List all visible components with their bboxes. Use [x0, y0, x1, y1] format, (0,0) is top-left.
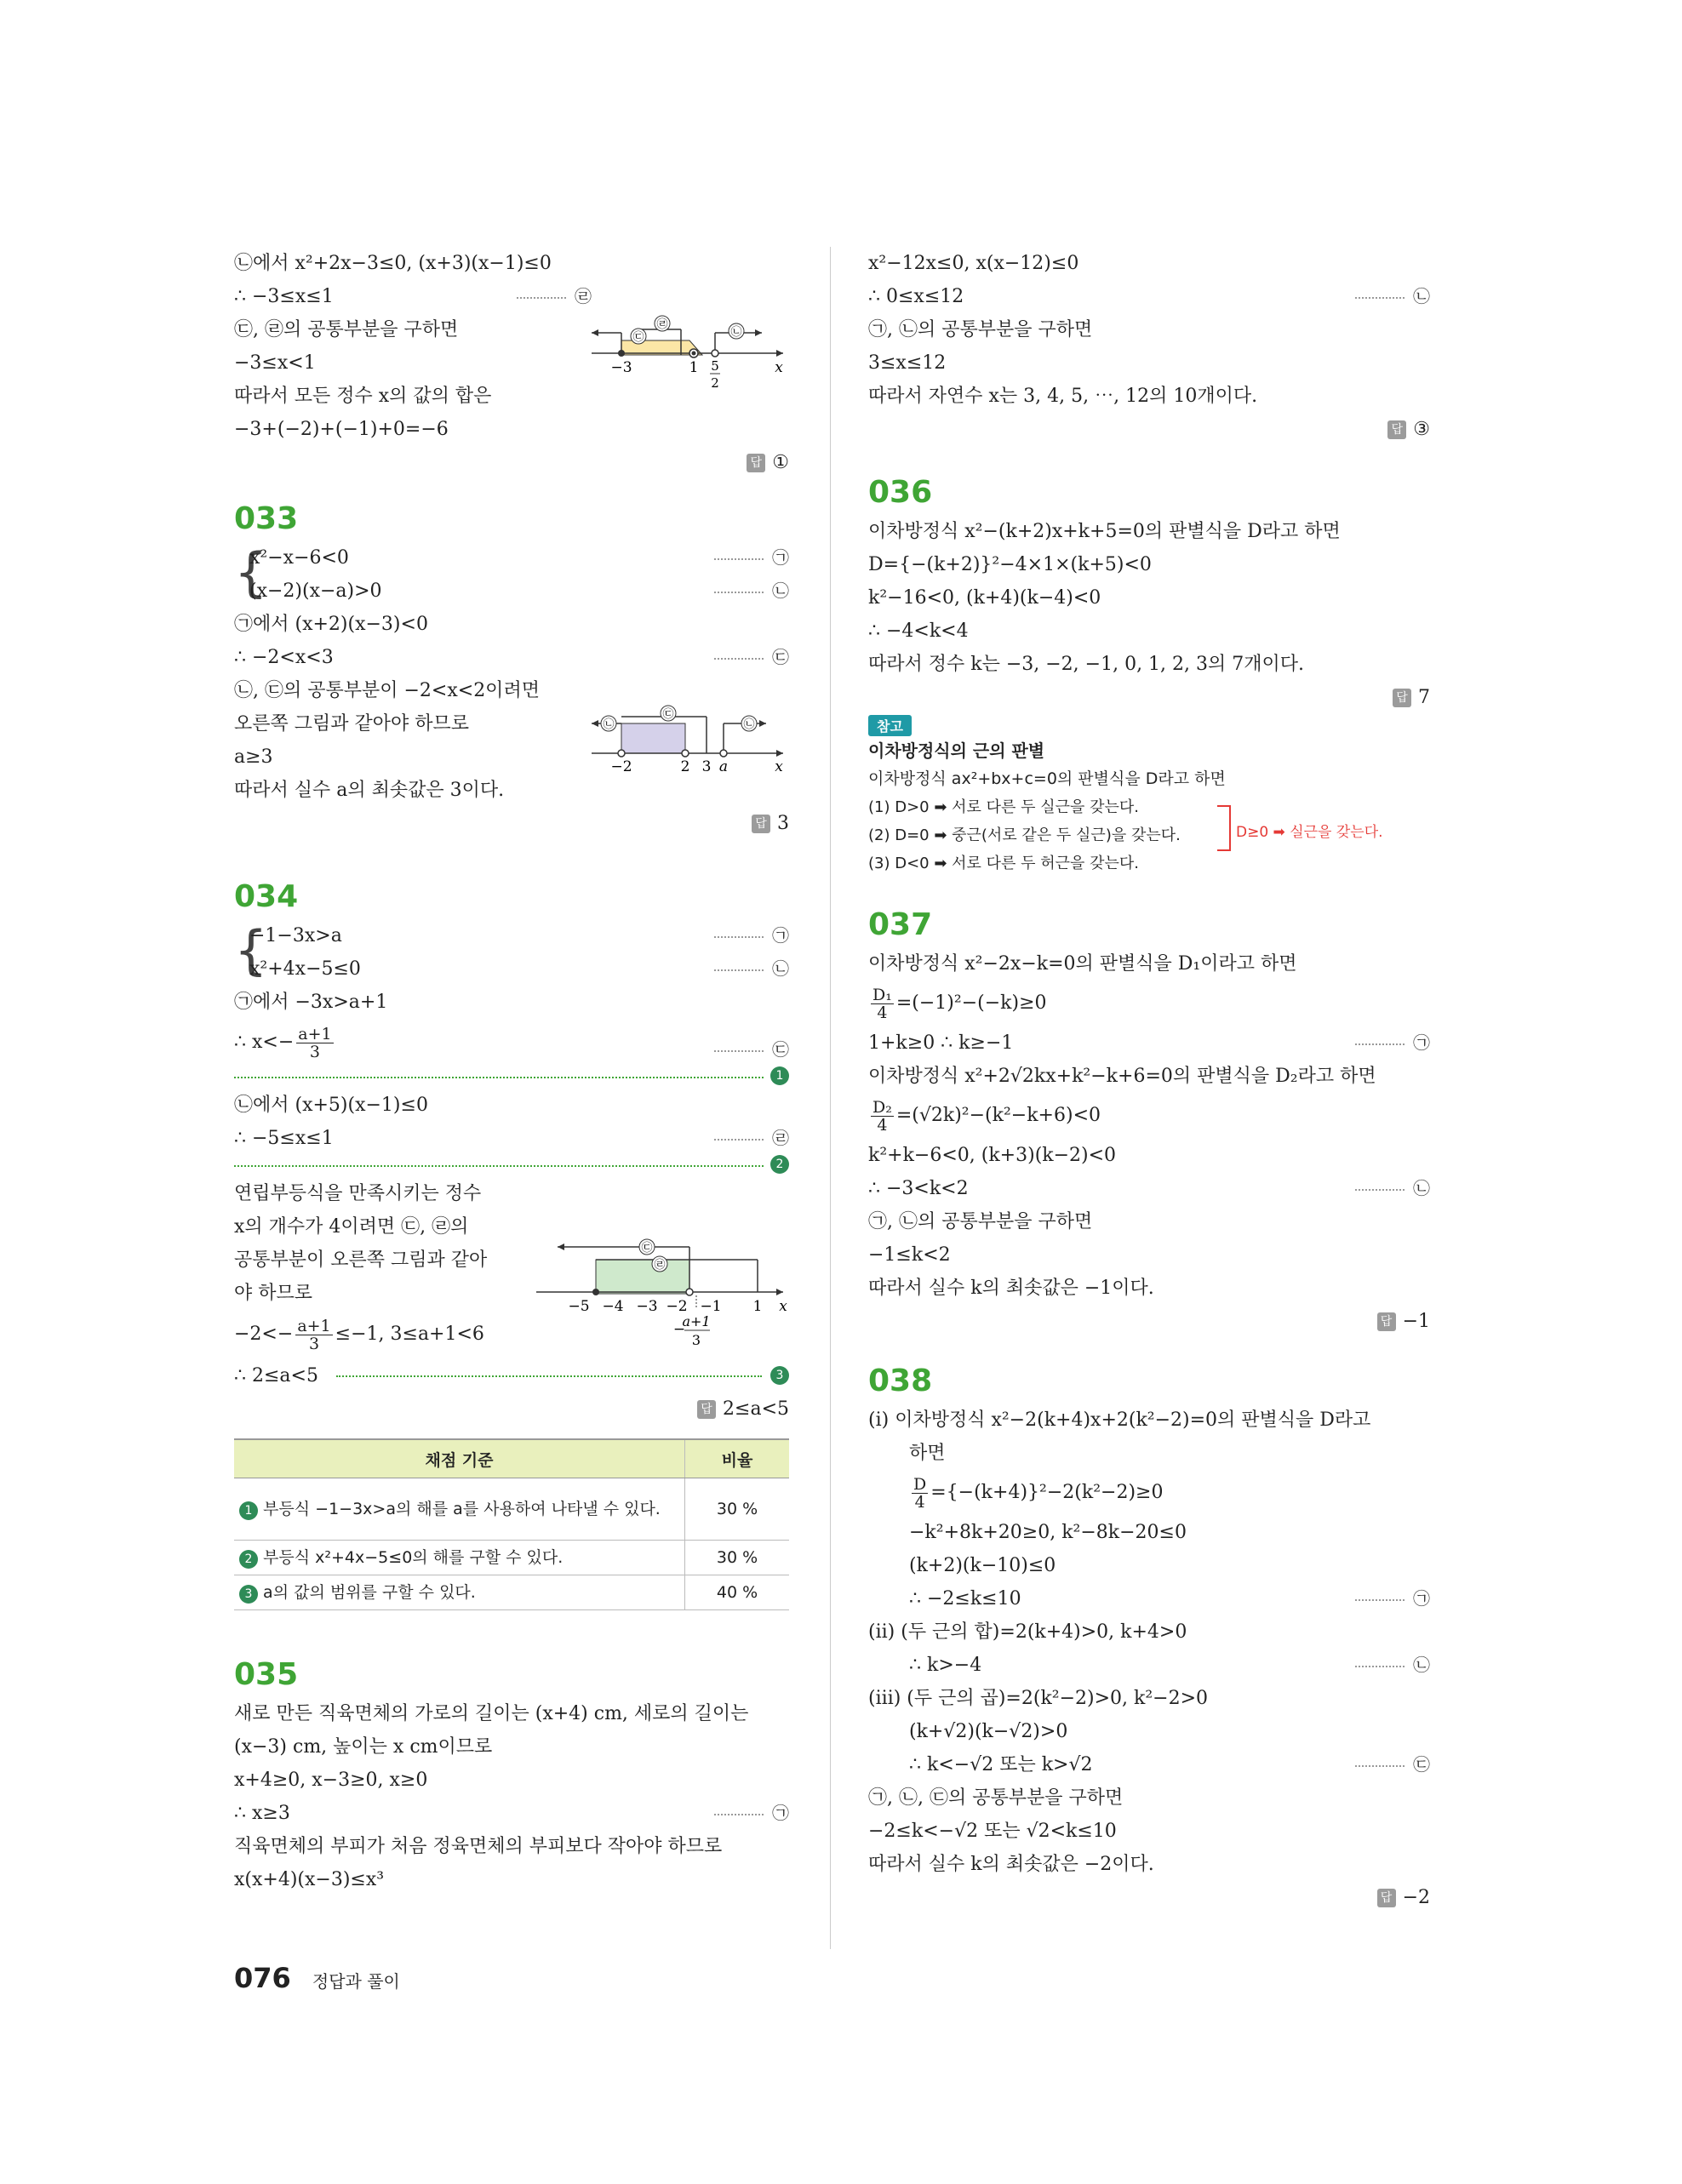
problem-number: 034 — [234, 879, 299, 914]
svg-text:x: x — [779, 1298, 787, 1315]
solution-line: 따라서 실수 k의 최솟값은 −1이다. — [868, 1278, 1154, 1299]
svg-text:㉣: ㉣ — [656, 318, 668, 331]
svg-text:㉡: ㉡ — [743, 718, 755, 731]
answer-icon: 답 — [1377, 1312, 1396, 1331]
p036-solution — [868, 515, 1430, 681]
p034-ineq: −2<− $\frac{a+1}{3}$ ≤−1, 3≤a+1<6 — [234, 1316, 484, 1353]
svg-text:㉡: ㉡ — [730, 326, 742, 339]
solution-line: ㉢, ㉣의 공통부분을 구하면 — [234, 319, 459, 340]
solution-line: (x−3) cm, 높이는 x cm이므로 — [234, 1736, 493, 1758]
reference-tag: 참고 — [868, 715, 912, 736]
svg-text:㉢: ㉢ — [662, 708, 674, 721]
solution-line: ㉡에서 (x+5)(x−1)≤0 — [234, 1095, 428, 1116]
p034-step3 — [234, 1177, 523, 1310]
p034-frac-line: ∴ x<− $\frac{a+1}{3}$ ㉢ — [234, 1019, 789, 1066]
solution-line: ∴ −5≤x≤1 ㉣ — [234, 1122, 789, 1155]
p034-step2 — [234, 1089, 789, 1155]
solution-line: ∴ −3≤x≤1 ㉣ — [234, 280, 592, 313]
solution-line: k²+k−6<0, (k+3)(k−2)<0 — [868, 1145, 1117, 1166]
step-separator: 2 — [234, 1155, 789, 1177]
solution-line: (k+2)(k−10)≤0 — [909, 1555, 1056, 1576]
p036-answer: 답 7 — [868, 681, 1430, 715]
solution-line: a≥3 — [234, 746, 273, 768]
condition-marker: ㉡ — [714, 575, 789, 608]
solution-line: (ⅲ) (두 근의 곱)=2(k²−2)>0, k²−2>0 — [868, 1688, 1209, 1709]
p034-system — [234, 919, 789, 1019]
solution-line: 하면 — [909, 1443, 946, 1464]
condition-marker: ㉠ — [714, 541, 789, 575]
solution-line: x(x+4)(x−3)≤x³ — [234, 1869, 385, 1890]
problem-number: 037 — [868, 907, 933, 942]
answer-icon: 답 — [752, 815, 770, 833]
p034-final: ∴ 2≤a<5 3 — [234, 1359, 789, 1392]
solution-line: −1≤k<2 — [868, 1244, 951, 1266]
solution-line: x²−12x≤0, x(x−12)≤0 — [868, 253, 1079, 274]
p035-continuation — [868, 247, 1430, 413]
solution-line: ∴ x≥3 ㉠ — [234, 1797, 789, 1830]
solution-line: ∴ −2≤k≤10 ㉠ — [868, 1582, 1430, 1615]
solution-line: (x−2)(x−a)>0 ㉡ — [234, 575, 789, 608]
solution-line: x+4≥0, x−3≥0, x≥0 — [234, 1769, 428, 1791]
solution-line: 새로 만든 직육면체의 가로의 길이는 (x+4) cm, 세로의 길이는 — [234, 1703, 749, 1724]
p038-part1 — [868, 1404, 1430, 1470]
table-row: 2 부등식 x²+4x−5≤0의 해를 구할 수 있다. 30 % — [234, 1541, 789, 1575]
solution-line: (ⅰ) 이차방정식 x²−2(k+4)x+2(k²−2)=0의 판별식을 D라고 — [868, 1409, 1371, 1431]
number-line-diagram-2 — [587, 698, 792, 775]
solution-line: 연립부등식을 만족시키는 정수 — [234, 1183, 482, 1204]
solution-line: 따라서 정수 k는 −3, −2, −1, 0, 1, 2, 3의 7개이다. — [868, 654, 1305, 675]
p037-line: 이차방정식 x²−2x−k=0의 판별식을 D₁이라고 하면 — [868, 953, 1297, 975]
condition-marker: ㉡ — [1355, 280, 1430, 313]
p033-answer: 답 3 — [234, 807, 789, 841]
svg-text:−2: −2 — [610, 758, 632, 775]
right-column — [868, 247, 1430, 1915]
reference-line: (2) D=0 ➡ 중근(서로 같은 두 실근)을 갖는다. — [868, 826, 1181, 844]
reference-line: (3) D<0 ➡ 서로 다른 두 허근을 갖는다. — [868, 855, 1140, 872]
answer-icon: 답 — [747, 454, 765, 472]
system-brace: { — [234, 919, 268, 981]
svg-text:2: 2 — [711, 375, 719, 391]
solution-line: ㉠에서 −3x>a+1 — [234, 992, 388, 1013]
p038-answer: 답 −2 — [868, 1881, 1430, 1915]
problem-number: 033 — [234, 501, 299, 536]
solution-line: −1−3x>a ㉠ — [234, 919, 789, 952]
p037-frac-2: $\frac{\text{D₂}}{4}$ =(√2k)²−(k²−k+6)<0 — [872, 1097, 1101, 1135]
left-column — [234, 247, 789, 1896]
solution-line: ㉠, ㉡의 공통부분을 구하면 — [868, 319, 1093, 340]
reference-line: (1) D>0 ➡ 서로 다른 두 실근을 갖는다. — [868, 798, 1140, 816]
solution-line: 공통부분이 오른쪽 그림과 같아 — [234, 1249, 488, 1271]
condition-marker: ㉠ — [714, 919, 789, 952]
p037-answer: 답 −1 — [868, 1305, 1430, 1339]
p038-frac: $\frac{D}{4}$ ={−(k+4)}²−2(k²−2)≥0 — [913, 1474, 1164, 1512]
svg-text:㉢: ㉢ — [641, 1242, 653, 1255]
page-footer — [234, 1962, 400, 1994]
solution-line: ∴ k<−√2 또는 k>√2 ㉢ — [868, 1748, 1430, 1781]
reference-bracket — [1217, 805, 1231, 851]
p035-solution — [234, 1697, 789, 1896]
svg-text:5: 5 — [711, 358, 719, 374]
solution-line: 따라서 자연수 x는 3, 4, 5, ⋯, 12의 10개이다. — [868, 386, 1258, 407]
solution-line: 이차방정식 x²−(k+2)x+k+5=0의 판별식을 D라고 하면 — [868, 521, 1341, 542]
svg-text:㉢: ㉢ — [632, 331, 644, 344]
page-number: 076 — [234, 1962, 291, 1994]
svg-text:−5: −5 — [568, 1298, 590, 1315]
condition-marker: ㉢ — [1355, 1748, 1430, 1781]
condition-marker: ㉣ — [517, 280, 592, 313]
svg-text:x: x — [775, 758, 783, 775]
svg-text:a+1: a+1 — [682, 1313, 711, 1329]
condition-marker: ㉠ — [1355, 1026, 1430, 1060]
solution-line: 직육면체의 부피가 처음 정육면체의 부피보다 작아야 하므로 — [234, 1836, 723, 1857]
solution-line: k²−16<0, (k+4)(k−4)<0 — [868, 587, 1101, 609]
grading-table — [234, 1438, 789, 1610]
solution-line: 따라서 모든 정수 x의 값의 합은 — [234, 386, 492, 407]
reference-line: 이차방정식 ax²+bx+c=0의 판별식을 D라고 하면 — [868, 769, 1226, 788]
number-line-diagram-1 — [587, 311, 792, 404]
svg-text:−3: −3 — [610, 359, 632, 376]
solution-line: D={−(k+2)}²−4×1×(k+5)<0 — [868, 554, 1152, 575]
condition-marker: ㉡ — [1355, 1172, 1430, 1205]
solution-line: ㉠, ㉡의 공통부분을 구하면 — [868, 1211, 1093, 1232]
svg-text:3: 3 — [701, 758, 712, 775]
solution-line: ∴ 0≤x≤12 ㉡ — [868, 280, 1430, 313]
system-brace: { — [234, 541, 268, 603]
solution-line: ㉡에서 x²+2x−3≤0, (x+3)(x−1)≤0 — [234, 253, 552, 274]
answer-icon: 답 — [1377, 1889, 1396, 1907]
solution-line: 1+k≥0 ∴ k≥−1 ㉠ — [868, 1026, 1430, 1060]
svg-text:1: 1 — [689, 359, 699, 376]
p034-answer: 답 2≤a<5 — [234, 1392, 789, 1426]
solution-line: (ⅱ) (두 근의 합)=2(k+4)>0, k+4>0 — [868, 1621, 1187, 1643]
svg-text:−: − — [672, 1321, 686, 1338]
p032-answer: 답 ① — [234, 446, 789, 480]
condition-marker: ㉣ — [714, 1122, 789, 1155]
svg-text:a: a — [718, 758, 729, 775]
page-footer-title: 정답과 풀이 — [312, 1971, 400, 1992]
problem-number: 038 — [868, 1364, 933, 1398]
reference-note: D≥0 ➡ 실근을 갖는다. — [1236, 824, 1383, 841]
column-divider — [830, 247, 831, 1949]
solution-line: −3+(−2)+(−1)+0=−6 — [234, 419, 449, 440]
svg-text:1: 1 — [752, 1298, 763, 1315]
svg-text:3: 3 — [691, 1332, 701, 1348]
p032-solution — [234, 247, 592, 446]
solution-line: ㉠, ㉡, ㉢의 공통부분을 구하면 — [868, 1787, 1124, 1809]
answer-icon: 답 — [1393, 689, 1411, 707]
svg-text:x: x — [775, 359, 783, 376]
p038-part2 — [868, 1516, 1430, 1881]
number-line-diagram-3 — [528, 1234, 792, 1349]
condition-marker: ㉡ — [714, 952, 789, 986]
svg-text:−1: −1 — [700, 1298, 722, 1315]
svg-text:−2: −2 — [666, 1298, 688, 1315]
condition-marker: ㉡ — [1355, 1649, 1430, 1682]
solution-line: 오른쪽 그림과 같아야 하므로 — [234, 713, 470, 735]
solution-line: ∴ −2<x<3 ㉢ — [234, 641, 789, 674]
condition-marker: ㉠ — [714, 1797, 789, 1830]
solution-line: 따라서 실수 a의 최솟값은 3이다. — [234, 780, 505, 801]
solution-line: x²+4x−5≤0 ㉡ — [234, 952, 789, 986]
table-row: 3 a의 값의 범위를 구할 수 있다. 40 % — [234, 1575, 789, 1610]
reference-box — [868, 715, 1430, 878]
answer-icon: 답 — [1387, 420, 1406, 439]
solution-line: ∴ −4<k<4 — [868, 620, 969, 642]
solution-line: ㉠에서 (x+2)(x−3)<0 — [234, 614, 428, 635]
table-header: 비율 — [685, 1439, 790, 1478]
problem-number: 035 — [234, 1657, 299, 1692]
solution-line: 따라서 실수 k의 최솟값은 −2이다. — [868, 1854, 1154, 1875]
solution-line: −2≤k<−√2 또는 √2<k≤10 — [868, 1821, 1117, 1842]
solution-line: 야 하므로 — [234, 1283, 313, 1304]
table-row: 1 부등식 −1−3x>a의 해를 a를 사용하여 나타낼 수 있다. 30 % — [234, 1478, 789, 1541]
solution-line: x²−x−6<0 ㉠ — [234, 541, 789, 575]
solution-line: x의 개수가 4이려면 ㉢, ㉣의 — [234, 1216, 469, 1238]
solution-line: 이차방정식 x²+2√2kx+k²−k+6=0의 판별식을 D₂라고 하면 — [868, 1066, 1376, 1087]
table-header: 채점 기준 — [234, 1439, 685, 1478]
svg-text:2: 2 — [680, 758, 690, 775]
problem-number: 036 — [868, 475, 933, 510]
step-separator: 1 — [234, 1066, 789, 1089]
svg-text:㉣: ㉣ — [654, 1259, 666, 1272]
solution-line: ㉡, ㉢의 공통부분이 −2<x<2이려면 — [234, 680, 540, 701]
solution-line: −k²+8k+20≥0, k²−8k−20≤0 — [909, 1522, 1187, 1543]
p037-frac-1: $\frac{\text{D₁}}{4}$ =(−1)²−(−k)≥0 — [872, 985, 1047, 1022]
svg-text:−3: −3 — [636, 1298, 658, 1315]
solution-line: ∴ −3<k<2 ㉡ — [868, 1172, 1430, 1205]
solution-line: ∴ k>−4 ㉡ — [868, 1649, 1430, 1682]
p037-part2 — [868, 1026, 1430, 1093]
reference-title: 이차방정식의 근의 판별 — [868, 740, 1045, 761]
p035-answer: 답 ③ — [868, 413, 1430, 447]
p037-part3 — [868, 1139, 1430, 1305]
condition-marker: ㉢ — [714, 641, 789, 674]
svg-text:−4: −4 — [602, 1298, 624, 1315]
answer-icon: 답 — [697, 1400, 716, 1419]
solution-line: −3≤x<1 — [234, 352, 316, 374]
solution-line: (k+√2)(k−√2)>0 — [909, 1721, 1068, 1742]
svg-text:㉡: ㉡ — [603, 718, 615, 731]
solution-line: 3≤x≤12 — [868, 352, 947, 374]
condition-marker: ㉠ — [1355, 1582, 1430, 1615]
